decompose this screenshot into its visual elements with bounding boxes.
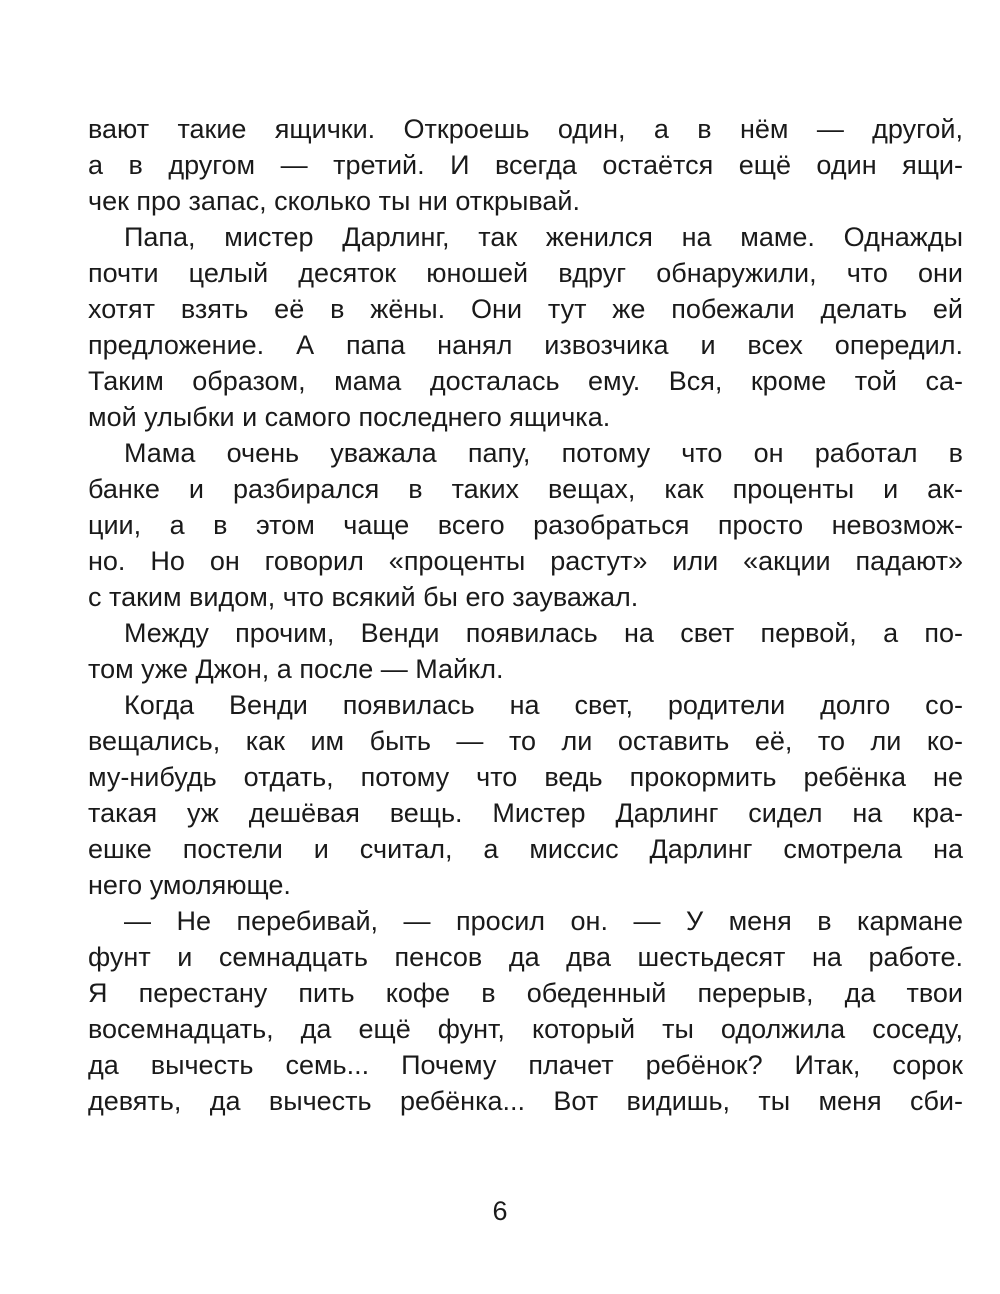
text-line: Между прочим, Венди появилась на свет первой, а по- <box>124 618 963 648</box>
text-line: — Не перебивай, — просил он. — У меня в кармане <box>124 906 963 936</box>
text-line: банке и разбирался в таких вещах, как проценты и ак- <box>88 474 963 504</box>
text-line: ции, а в этом чаще всего разобраться просто невозмож- <box>88 510 963 540</box>
text-line: чек про запас, сколько ты ни открывай. <box>88 186 581 216</box>
text-line: с таким видом, что всякий бы его зауважал. <box>88 582 639 612</box>
text-line: а в другом — третий. И всегда остаётся ещё один ящи- <box>88 150 963 180</box>
text-line: девять, да вычесть ребёнка... Вот видишь, ты меня сби- <box>88 1086 963 1116</box>
text-line: Когда Венди появилась на свет, родители долго со- <box>124 690 963 720</box>
text-line: Таким образом, мама досталась ему. Вся, кроме той са- <box>88 366 963 396</box>
text-line: но. Но он говорил «проценты растут» или «акции падают» <box>88 546 963 576</box>
text-line: вают такие ящички. Откроешь один, а в нём — другой, <box>88 114 963 144</box>
text-line: предложение. А папа нанял извозчика и всех опередил. <box>88 330 963 360</box>
text-line: хотят взять её в жёны. Они тут же побежали делать ей <box>88 294 963 324</box>
text-line: почти целый десяток юношей вдруг обнаружили, что они <box>88 258 963 288</box>
text-line: да вычесть семь... Почему плачет ребёнок? Итак, сорок <box>88 1050 963 1080</box>
text-line: фунт и семнадцать пенсов да два шестьдесят на работе. <box>88 942 963 972</box>
text-line: ешке постели и считал, а миссис Дарлинг смотрела на <box>88 834 963 864</box>
text-line: восемнадцать, да ещё фунт, который ты одолжила соседу, <box>88 1014 963 1044</box>
text-line: вещались, как им быть — то ли оставить её, то ли ко- <box>88 726 963 756</box>
text-line: Я перестану пить кофе в обеденный перерыв, да твои <box>88 978 963 1008</box>
page-number: 6 <box>492 1196 508 1226</box>
body-text <box>88 111 963 1119</box>
text-line: му-нибудь отдать, потому что ведь прокормить ребёнка не <box>88 762 963 792</box>
text-line: Мама очень уважала папу, потому что он работал в <box>124 438 963 468</box>
text-line: него умоляюще. <box>88 870 291 900</box>
text-line: такая уж дешёвая вещь. Мистер Дарлинг сидел на кра- <box>88 798 963 828</box>
text-line: Папа, мистер Дарлинг, так женился на маме. Однажды <box>124 222 963 252</box>
text-line: мой улыбки и самого последнего ящичка. <box>88 402 611 432</box>
text-line: том уже Джон, а после — Майкл. <box>88 654 504 684</box>
